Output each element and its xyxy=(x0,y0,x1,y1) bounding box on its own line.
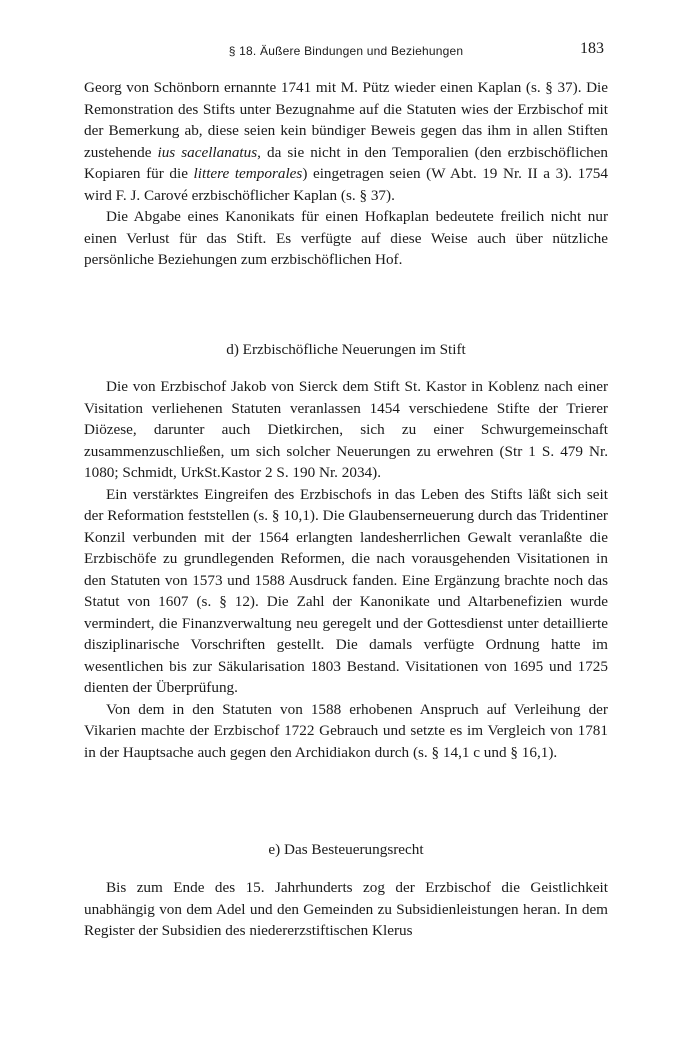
paragraph-kaplan xyxy=(84,77,608,206)
paragraph-reformation: Ein verstärktes Eingreifen des Erzbischofs in das Leben des Stifts läßt sich seit der Reformation feststellen (s. § 10,1). Die Glaubenserneuerung durch das Tridentiner Konzil verbunden mit der 1564 erlangten landesherrlichen Gewalt veranlaßte die Erzbischöfe zu grundlegenden Reformen, die nach vorausgehenden Visitationen in den Statuten von 1573 und 1588 Ausdruck fanden. Eine Ergänzung brachte noch das Statut von 1607 (s. § 12). Die Zahl der Kanonikate und Altarbenefizien wurde vermindert, die Finanzverwaltung neu geregelt und der Gottesdienst unter detaillierte disziplinarische Vorschriften gestellt. Die damals verfügte Ordnung hatte im wesentlichen bis zur Säkularisation 1803 Bestand. Visitationen von 1695 und 1725 dienten der Überprüfung. xyxy=(84,485,608,696)
text-run: , da sie nicht in den Temporalien (den erzbischöflichen Kopiaren für die xyxy=(84,143,608,182)
running-header-title: § 18. Äußere Bindungen und Beziehungen xyxy=(228,44,464,58)
paragraph-hofkaplan: Die Abgabe eines Kanonikats für einen Hofkaplan bedeutete freilich nicht nur einen Verlust für das Stift. Es verfügte auf diese Weise auch über nützliche persönliche Beziehungen zum erzbischöflichen Hof. xyxy=(84,208,608,268)
text-block-section-e xyxy=(84,877,608,942)
italic-term-littere-temporales: littere temporales xyxy=(193,165,303,182)
section-heading-d: d) Erzbischöfliche Neuerungen im Stift xyxy=(226,341,466,358)
running-header xyxy=(84,40,608,60)
paragraph-sierck-statuten: Die von Erzbischof Jakob von Sierck dem Stift St. Kastor in Koblenz nach einer Visitation verliehenen Statuten veranlassen 1454 verschiedene Stifte der Trierer Diözese, darunter auch Dietkirchen, sich zu einer Schwurgemeinschaft zusammenzuschließen, um sich solcher Neuerungen zu erwehren (Str 1 S. 479 Nr. 1080; Schmidt, UrkSt.Kastor 2 S. 190 Nr. 2034). xyxy=(84,378,608,481)
italic-term-ius-sacellanatus: ius sacellanatus xyxy=(157,143,258,161)
paragraph-vikarien: Von dem in den Statuten von 1588 erhobenen Anspruch auf Verleihung der Vikarien machte der Erzbischof 1722 Gebrauch und setzte es im Vergleich von 1781 in der Hauptsache auch gegen den Archidiakon durch (s. § 14,1 c und § 16,1). xyxy=(84,700,608,761)
section-heading-e: e) Das Besteuerungsrecht xyxy=(268,841,424,858)
page-number: 183 xyxy=(580,40,604,57)
text-block-continuation xyxy=(84,77,608,271)
paragraph-subsidien: Bis zum Ende des 15. Jahrhunderts zog der Erzbischof die Geistlichkeit unabhängig von dem Adel und den Gemeinden zu Subsidienleistungen heran. In dem Register der Subsidien des niedererzstiftischen Klerus xyxy=(84,879,608,939)
text-run: ) eingetragen seien (W Abt. 19 Nr. II a 3). 1754 wird F. J. Carové erzbischöflicher Kaplan (s. § 37). xyxy=(84,165,608,204)
text-run: Georg von Schönborn ernannte 1741 mit M. Pütz wieder einen Kaplan (s. § 37). Die Remonstration des Stifts unter Bezugnahme auf die Statuten wies der Erzbischof mit der Bemerkung ab, diese seien kein bündiger Beweis gegen das ihm in allen Stiften zustehende xyxy=(84,79,608,161)
text-block-section-d xyxy=(84,376,608,763)
